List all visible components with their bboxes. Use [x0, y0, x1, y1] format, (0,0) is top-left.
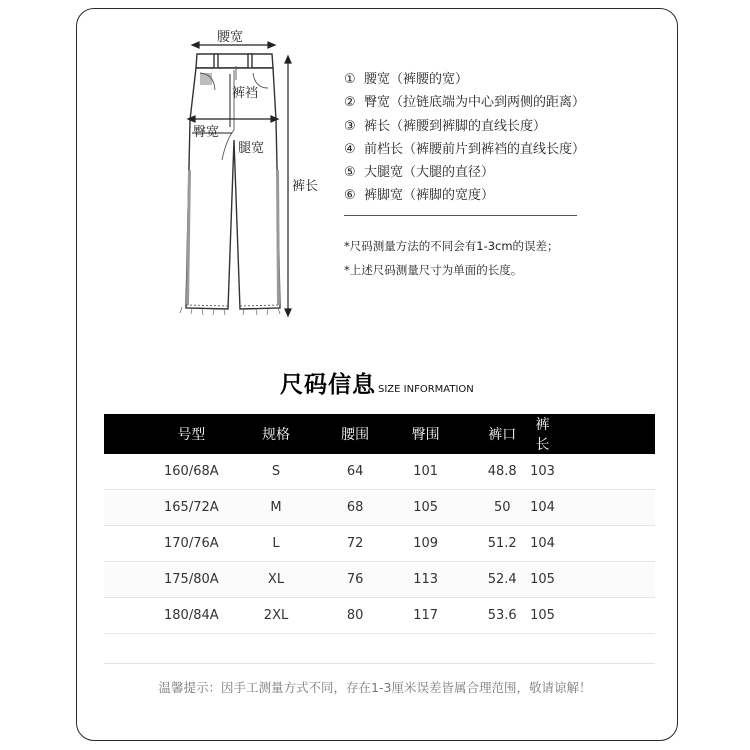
cell-hip: 117: [377, 598, 475, 634]
cell-hem: 48.8: [474, 454, 530, 490]
table-bottom-divider: [104, 663, 655, 664]
cell-length: 105: [530, 598, 655, 634]
table-row: [104, 490, 655, 526]
cell-model: 175/80A: [104, 562, 219, 598]
cell-hem: 53.6: [474, 598, 530, 634]
title-cn: 尺码信息: [280, 372, 376, 398]
legend-divider: [344, 215, 577, 216]
note-tolerance: *尺码测量方法的不同会有1-3cm的误差；: [344, 239, 559, 253]
legend-item: ① 腰宽（裤腰的宽）: [344, 72, 469, 87]
legend-item: ⑤ 大腿宽（大腿的直径）: [344, 165, 495, 181]
cell-hem: 50: [474, 490, 530, 526]
cell-length: 104: [530, 526, 655, 562]
cell-size: S: [219, 454, 334, 490]
cell-hem: 52.4: [474, 562, 530, 598]
rise-label: 裤裆: [232, 86, 259, 101]
header-hip: 臀围: [411, 427, 440, 443]
cell-waist: 76: [333, 562, 376, 598]
table-row: [104, 598, 655, 634]
header-length: 裤长: [535, 417, 550, 453]
cell-hem: 51.2: [474, 526, 530, 562]
cell-length: 104: [530, 490, 655, 526]
measurement-legend: [344, 68, 585, 208]
note-single-side: *上述尺码测量尺寸为单面的长度。: [344, 263, 523, 277]
waist-label: 腰宽: [217, 30, 244, 45]
table-row: [104, 526, 655, 562]
cell-model: 165/72A: [104, 490, 219, 526]
legend-item: ② 臀宽（拉链底端为中心到两侧的距离）: [344, 95, 586, 111]
length-label: 裤长: [292, 179, 319, 194]
size-table: [104, 414, 655, 634]
thigh-label: 腿宽: [238, 141, 265, 156]
table-row: [104, 454, 655, 490]
cell-model: 180/84A: [104, 598, 219, 634]
cell-length: 103: [530, 454, 655, 490]
cell-size: XL: [219, 562, 334, 598]
cell-length: 105: [530, 562, 655, 598]
cell-hip: 109: [377, 526, 475, 562]
cell-waist: 72: [333, 526, 376, 562]
title-en: SIZE INFORMATION: [378, 384, 474, 395]
cell-size: L: [219, 526, 334, 562]
cell-model: 170/76A: [104, 526, 219, 562]
cell-size: M: [219, 490, 334, 526]
cell-hip: 101: [377, 454, 475, 490]
header-model: 号型: [177, 427, 206, 443]
header-hem: 裤口: [488, 427, 517, 443]
header-size: 规格: [262, 427, 290, 443]
table-header-row: [104, 414, 655, 454]
cell-waist: 68: [333, 490, 376, 526]
legend-item: ③ 裤长（裤腰到裤脚的直线长度）: [344, 118, 547, 134]
header-waist: 腰围: [341, 427, 370, 443]
table-row: [104, 562, 655, 598]
cell-hip: 113: [377, 562, 475, 598]
cell-waist: 64: [333, 454, 376, 490]
size-info-title: [280, 366, 474, 399]
cell-waist: 80: [333, 598, 376, 634]
measurement-tip: 温馨提示：因手工测量方式不同，存在1-3厘米误差皆属合理范围，敬请谅解！: [158, 680, 592, 695]
length-arrow: [285, 56, 291, 316]
cell-hip: 105: [377, 490, 475, 526]
legend-item: ⑥ 裤脚宽（裤脚的宽度）: [344, 188, 495, 204]
cell-size: 2XL: [219, 598, 334, 634]
hip-label: 臀宽: [193, 125, 220, 140]
legend-item: ④ 前档长（裤腰前片到裤裆的直线长度）: [344, 141, 586, 157]
cell-model: 160/68A: [104, 454, 219, 490]
